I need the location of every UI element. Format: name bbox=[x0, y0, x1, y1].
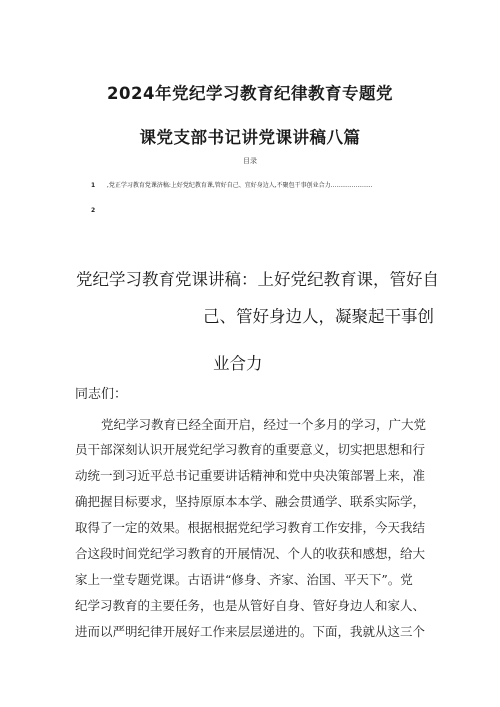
toc-item-number: 2 bbox=[91, 207, 96, 214]
body-line: 员干部深刻认识开展党纪学习教育的重要意义，切实把思想和行 bbox=[75, 442, 426, 457]
document-title-line-2: 课党支部书记讲党课讲稿八篇 bbox=[139, 128, 361, 147]
toc-heading: 目录 bbox=[243, 157, 257, 165]
toc-item-number: 1 bbox=[91, 182, 96, 189]
body-line: 动统一到习近平总书记重要讲话精神和党中央决策部署上来，准 bbox=[75, 468, 426, 483]
body-line: 合这段时间党纪学习教育的开展情况、个人的收获和感想，给大 bbox=[75, 546, 426, 561]
document-title-line-1: 2024年党纪学习教育纪律教育专题党 bbox=[107, 84, 393, 103]
section-title-line-3: 业合力 bbox=[213, 354, 263, 373]
body-line: 纪学习教育的主要任务，也是从管好自身、管好身边人和家人、 bbox=[75, 598, 426, 613]
body-line: 确把握目标要求，坚持原原本本学、融会贯通学、联系实际学， bbox=[75, 494, 426, 509]
body-line: 进而以严明纪律开展好工作来层层递进的。下面，我就从这三个 bbox=[75, 624, 426, 639]
toc-item[interactable] bbox=[91, 207, 105, 214]
toc-item[interactable] bbox=[91, 180, 373, 189]
section-title-line-2: 己、管好身边人，凝聚起干事创 bbox=[203, 307, 434, 326]
salutation: 同志们： bbox=[75, 387, 128, 402]
body-line: 取得了一定的效果。根据根据党纪学习教育工作安排，今天我结 bbox=[75, 520, 426, 535]
body-line: 家上一堂专题党课。古语讲“修身、齐家、治国、平天下”。党 bbox=[75, 572, 413, 587]
toc-item-text: ,党正学习教育党课济稿:上好党纪教育课,管好自己、宜好身边人,不聚包干事创业合力...................... bbox=[106, 182, 373, 189]
section-title-line-1: 党纪学习教育党课讲稿：上好党纪教育课，管好自 bbox=[76, 270, 439, 289]
body-line: 党纪学习教育已经全面开启，经过一个多月的学习，广大党 bbox=[101, 417, 427, 432]
